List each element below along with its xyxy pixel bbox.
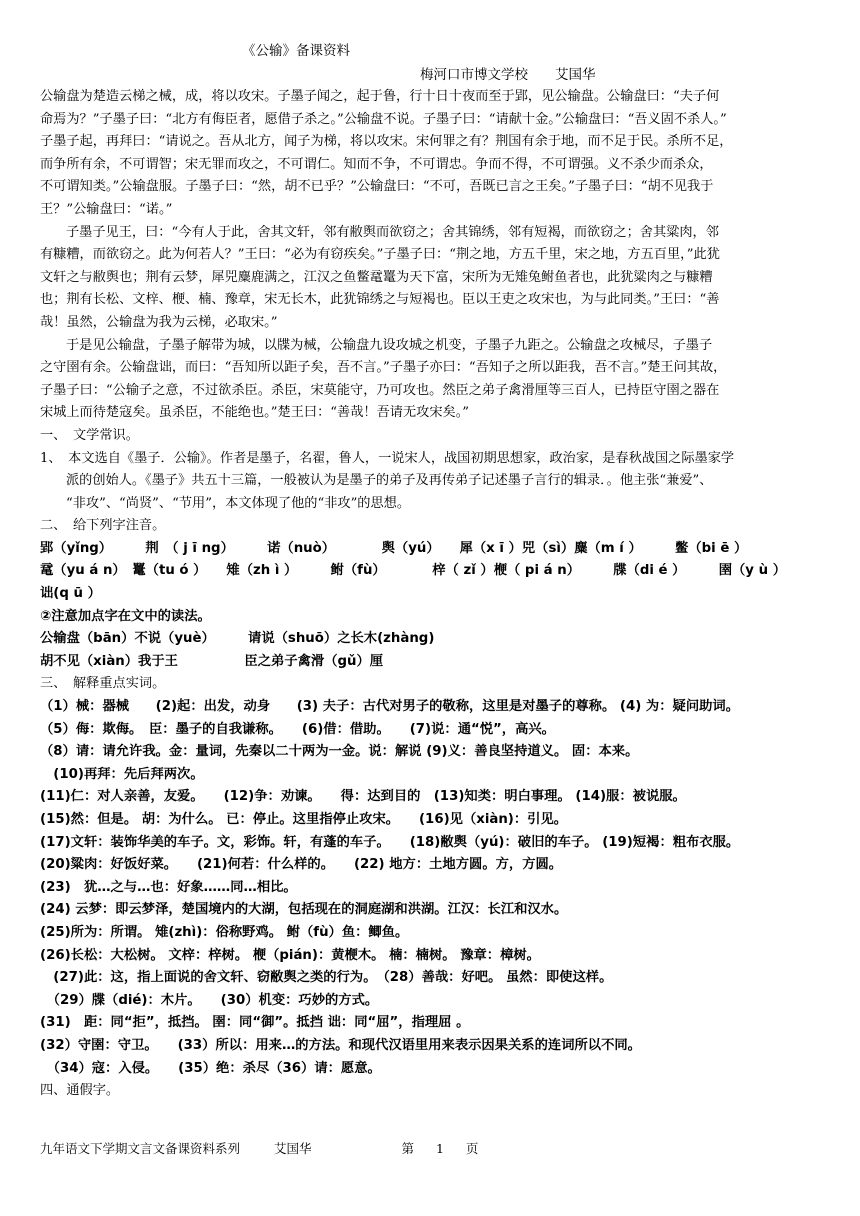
text-line: 诎(q ū ） [40,586,101,602]
text-line: (23) 犹…之与…也：好象……同…相比。 [40,879,297,895]
text-line: 鼋（yu á n） 鼍（tu ó ） 雉（zh ì ） 鲋（fù） 梓（ zǐ ）楩（ pi á n） 牒（di é ） 圉（y ù ） [40,563,786,579]
text-line: (10)再拜：先后拜两次。 [40,766,204,782]
text-line: (31) 距：同“拒”，抵挡。 圉：同“御”。抵挡 诎：同“屈”，指理屈 。 [40,1015,470,1031]
text-line: （29）牒（dié)：木片。 (30）机变：巧妙的方式。 [40,992,379,1008]
text-line: 四、通假字。 [40,1083,120,1099]
text-line: 胡不见（xiàn）我于王 臣之弟子禽滑（gǔ）厘 [40,653,384,669]
text-line: (24) 云梦：即云梦泽，楚国境内的大湖，包括现在的洞庭湖和洪湖。江汉：长江和汉水。 [40,902,568,918]
text-line: (26)长松：大松树。 文梓：梓树。 楩（pián)：黄楩木。 楠：楠树。 豫章：樟树。 [40,947,540,963]
document-title: 《公输》备课资料 [242,43,350,59]
text-line: 派的创始人。《墨子》共五十三篇，一般被认为是墨子的弟子及再传弟子记述墨子言行的辑录．。他主张“兼爱”、 [66,473,713,489]
text-line: 宋城上而待楚寇矣。虽杀臣，不能绝也。”楚王曰：“善哉！吾请无攻宋矣。” [40,405,470,421]
text-line: 命焉为？”子墨子曰：“北方有侮臣者，愿借子杀之。”公输盘不说。子墨子曰：“请献十金。”公输盘曰：“吾义固不杀人。” [40,111,727,127]
text-line: （34）寇：入侵。 (35）绝：杀尽（36）请：愿意。 [40,1060,381,1076]
text-line: ②注意加点字在文中的读法。 [40,608,211,624]
text-line: 三、 解释重点实词。 [40,676,166,692]
footer-author: 艾国华 [273,1141,312,1156]
text-line: 郢（yǐng） 荆 （ j ī ng） 诺（nuò） 舆（yú） 犀（x ī ）兕（sì）麋（m í ） 鳖（bi ē ） [40,540,748,556]
text-line: 子墨子起，再拜曰：“请说之。吾从北方，闻子为梯，将以攻宋。宋何罪之有？荆国有余于地，而不足于民。杀所不足， [40,134,733,150]
text-line: 于是见公输盘，子墨子解带为城，以牒为械，公输盘九设攻城之机变，子墨子九距之。公输盘之攻械尽，子墨子 [66,337,713,353]
text-line: 王？”公输盘曰：“诺。” [40,201,173,217]
text-line: （1）械：器械 (2)起：出发，动身 (3) 夫子：古代对男子的敬称，这里是对墨子的尊称。 (4) 为：疑问助词。 [40,699,740,715]
text-line: 不可谓知类。”公输盘服。子墨子曰：“然，胡不已乎？”公输盘曰：“不可，吾既已言之王矣。”子墨子曰：“胡不见我于 [40,179,714,195]
footer-series: 九年语文下学期文言文备课资料系列 [40,1141,241,1156]
text-line: 公输盘为楚造云梯之械，成，将以攻宋。子墨子闻之，起于鲁，行十日十夜而至于郢，见公输盘。公输盘曰：“夫子何 [40,89,720,104]
text-line: 有糠糟，而欲窃之。此为何若人？”王曰：“必为有窃疾矣。”子墨子曰：“荆之地，方五千里，宋之地，方五百里，”此犹 [40,247,720,263]
text-line: 而争所有余，不可谓智；宋无罪而攻之，不可谓仁。知而不争，不可谓忠。争而不得，不可谓强。义不杀少而杀众， [40,156,713,172]
document-author: 梅河口市博文学校 艾国华 [420,67,596,83]
footer-page-prefix: 第 [401,1141,414,1156]
text-line: (17)文轩：装饰华美的车子。文，彩饰。轩，有蓬的车子。 (18)敝舆（yú)：破旧的车子。 (19)短褐：粗布衣服。 [40,834,740,850]
text-line: (25)所为：所谓。 雉(zhì)：俗称野鸡。 鲋（fù）鱼：鲫鱼。 [40,924,409,940]
text-line: (15)然：但是。 胡：为什么。 已：停止。这里指停止攻宋。 (16)见（xiàn)：引见。 [40,812,568,827]
text-line: 1、 本文选自《墨子．公输》。作者是墨子，名翟，鲁人，一说宋人，战国初期思想家，政治家，是春秋战国之际墨家学 [40,450,735,466]
text-line: “非攻”、“尚贤”、“节用”，本文体现了他的“非攻”的思想。 [66,495,411,511]
page-footer [40,1140,478,1158]
text-line: （5）侮：欺侮。 臣：墨子的自我谦称。 (6)借：借助。 (7)说：通“悦”，高兴。 [40,721,555,737]
footer-page-suffix: 页 [465,1141,479,1156]
text-line: 公输盘（bān）不说（yuè） 请说（shuō）之长木(zhàng) [40,631,435,647]
footer-page-number: 1 [435,1141,444,1156]
text-line: (32）守圉：守卫。 (33）所以：用来…的方法。和现代汉语里用来表示因果关系的连词所以不同。 [40,1037,641,1053]
text-line: 哉！虽然，公输盘为我为云梯，必取宋。” [40,314,278,330]
text-line: (27)此：这，指上面说的舍文轩、窃敝舆之类的行为。 （28）善哉：好吧。 虽然：即使这样。 [40,970,613,986]
text-line: 子墨子见王，曰：“今有人于此，舍其文轩，邻有敝舆而欲窃之；舍其锦绣，邻有短褐，而欲窃之；舍其粱肉，邻 [66,224,719,240]
text-line: 子墨子曰：“公输子之意，不过欲杀臣。杀臣，宋莫能守，乃可攻也。然臣之弟子禽滑厘等三百人，已持臣守圉之器在 [40,382,720,398]
text-line: （8）请：请允许我。金：量词，先秦以二十两为一金。说：解说 (9)义：善良坚持道义。 固：本来。 [40,744,639,760]
text-line: 一、 文学常识。 [40,427,139,443]
text-line: 之守圉有余。公输盘诎，而曰：“吾知所以距子矣，吾不言。”子墨子亦曰：“吾知子之所以距我，吾不言。”楚王问其故， [40,360,727,376]
text-line: 也；荆有长松、文梓、楩、楠、豫章，宋无长木，此犹锦绣之与短褐也。臣以王吏之攻宋也，为与此同类。”王曰：“善 [40,292,720,308]
document-body [40,86,830,1103]
text-line: (11)仁：对人亲善，友爱。 (12)争：劝谏。 得：达到目的 (13)知类：明白事理。 (14)服：被说服。 [40,789,686,805]
text-line: 文轩之与敝舆也；荆有云梦，犀兕麋鹿满之，江汉之鱼鳖鼋鼍为天下富，宋所为无雉兔鲋鱼者也，此犹粱肉之与糠糟 [40,269,713,285]
text-line: (20)粱肉：好饭好菜。 (21)何若：什么样的。 (22) 地方：土地方圆。方，方圆。 [40,857,563,873]
text-line: 二、 给下列字注音。 [40,518,166,534]
